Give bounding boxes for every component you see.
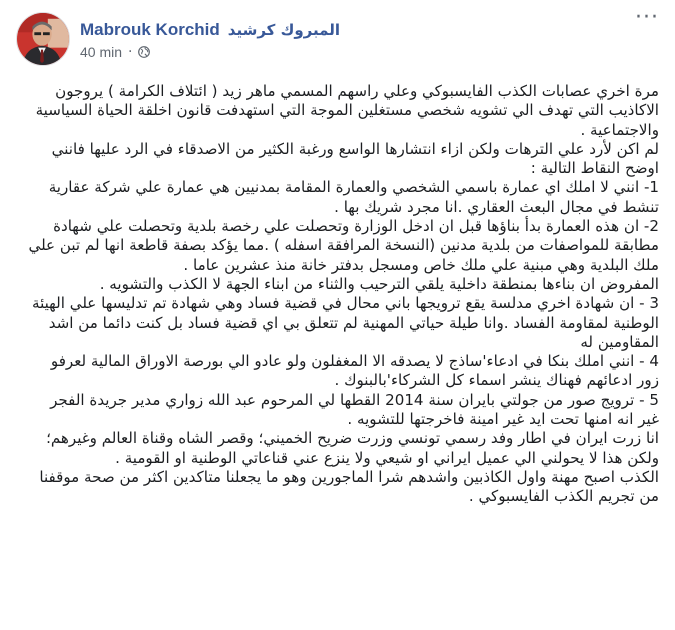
more-options-icon[interactable]: ··· <box>635 5 659 30</box>
author-name-arabic[interactable]: المبروك كرشيد <box>227 21 340 39</box>
post-paragraph: انا زرت ايران في اطار وفد رسمي تونسي وزرت ضريح الخميني؛ وقصر الشاه وقناة العالم وغيرهم؛ ولكن هذا لا يحولني الي عميل ايراني او شيعي ولا ينزع عني قناعاتي الوطنية او القومية . <box>46 429 659 467</box>
profile-photo <box>17 13 69 65</box>
meta-separator: · <box>128 44 133 60</box>
post-timestamp[interactable]: 40 min <box>80 44 123 60</box>
post-paragraph: مرة اخري عصابات الكذب الفايسبوكي وعلي راسهم المسمي ماهر زيد ( ائتلاف الكرامة ) يروجون الاكاذيب التي تهدف الي تشويه شخصي مستغلين الموجة التي استهدفت قانون اخلقة الحياة السياسية والاجتماعية . <box>35 82 659 139</box>
post-paragraph: 4 - انني املك بنكا في ادعاء'ساذج لا يصدقه الا المغفلون ولو عادو الي بورصة الاوراق المالية لعرفو زور ادعائهم فهناك ينشر اسماء كل الشركاء'بالبنوك . <box>50 352 659 390</box>
post-paragraph: لم اكن لأرد علي الترهات ولكن ازاء انتشارها الواسع ورغبة الكثير من الاصدقاء في الرد عليها فانني اوضح النقاط التالية : <box>51 139 659 178</box>
globe-icon[interactable] <box>138 46 150 58</box>
post-paragraph: 1- انني لا املك اي عمارة باسمي الشخصي والعمارة المقامة بمدنيين هي عمارة علي شركة عقارية تنشط في مجال البعث العقاري .انا مجرد شريك بها . <box>48 178 659 216</box>
post-meta-row <box>80 44 340 60</box>
post-paragraph: المفروض ان بناءها بمنطقة داخلية يلقي الترحيب والثناء من ابناء الجهة لا الكذب والتشويه . <box>99 274 659 293</box>
post-text <box>28 82 659 507</box>
post-paragraph: 5 - ترويج صور من جولتي بايران سنة 2014 القطها لي المرحوم عبد الله زواري مدير جريدة الفجر غير انه امنها تحت ايد غير امينة فاخرجتها للتشويه . <box>50 390 659 429</box>
post-paragraph: 3 - ان شهادة اخري مدلسة يقع ترويجها باني محال في قضية فساد وهي شهادة تم تدليسها علي الهيئة الوطنية لمقاومة الفساد .وانا طيلة حياتي المهنية لم تتعلق بي اي قضية فساد بل كنت دائما من اشد المقاومين له <box>31 294 659 351</box>
post-paragraph: الكذب اصبح مهنة واول الكاذبين واشدهم شرا الماجورين وهو ما يجعلنا متاكدين اكثر من صحة موقفنا من تجريم الكذب الفايسبوكي . <box>39 467 659 506</box>
post-header <box>16 12 340 72</box>
avatar[interactable] <box>16 12 70 66</box>
author-meta <box>80 12 340 60</box>
author-name[interactable]: Mabrouk Korchid <box>80 20 220 39</box>
post-paragraph: 2- ان هذه العمارة بدأ بناؤها قبل ان ادخل الوزارة وتحصلت علي رخصة بلدية وتحصلت علي شهادة مطابقة للمواصفات من بلدية مدنين (النسخة المرافقة اسفله ) .مما يؤكد بصفة قاطعة انها لم تبن علي ملك البلدية وهي مبنية علي ملك خاص ومسجل بدفتر خانة منذ عشرين عاما . <box>28 217 659 274</box>
author-name-row <box>80 20 340 40</box>
